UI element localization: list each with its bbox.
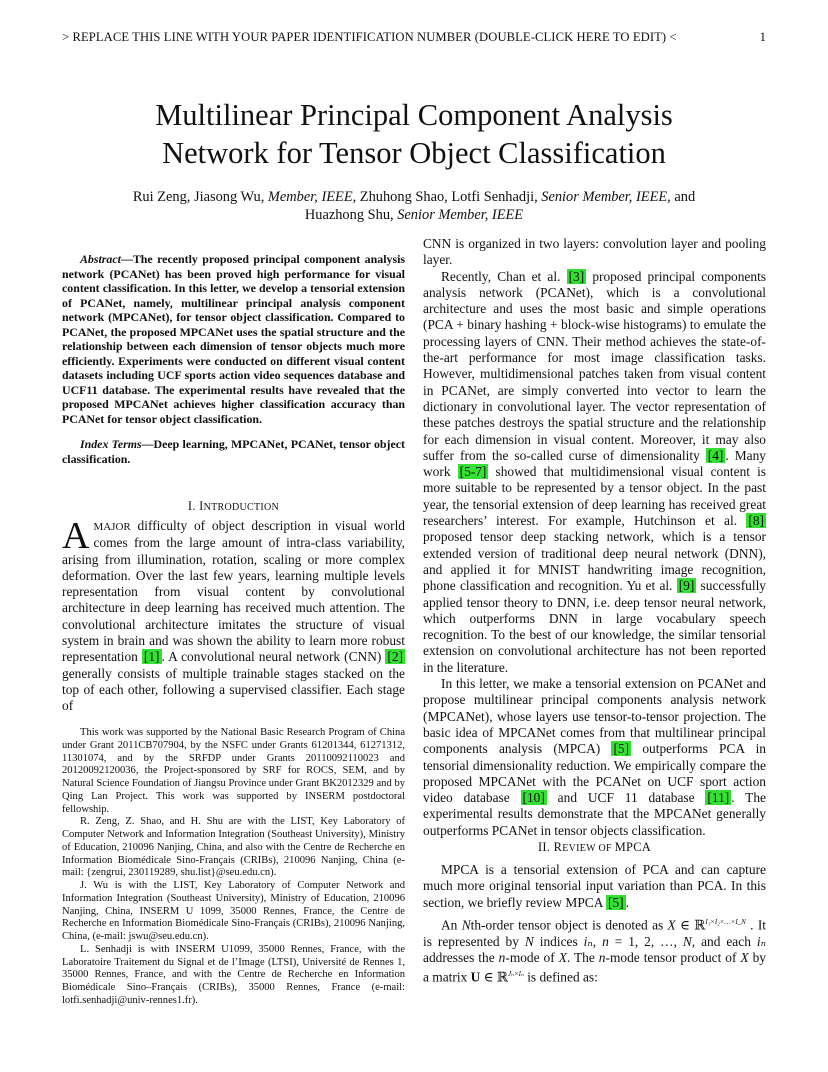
authors-text: , Zhuhong Shao, Lotfi Senhadji, [352, 189, 542, 205]
text-run: showed that multidimensional visual content is more suitable to be represented by a tensor object. In the past year, the tensorial extension of deep learning has received great researchers’ interest. For example, Hutchinson et al. [423, 464, 767, 529]
paragraph [423, 862, 766, 911]
text-run: . [625, 894, 629, 910]
math-superscript: I₁×I₂×…×I_N [705, 917, 746, 926]
index-terms [62, 437, 405, 466]
mpca-text [423, 862, 766, 986]
math-symbol: X [667, 917, 676, 933]
text-run: th-order tensor object is denoted as [470, 917, 668, 933]
citation-link[interactable]: [10] [522, 790, 545, 806]
intro-paragraph [62, 515, 405, 715]
math-symbol: X [740, 949, 749, 965]
text-run: . The [566, 949, 599, 965]
paragraph: CNN is organized in two layers: convolution layer and pooling layer. [423, 236, 766, 268]
dropcap: A [62, 515, 90, 557]
footnotes [62, 727, 405, 1008]
math-symbol: ∈ ℝ [675, 917, 706, 933]
math-symbol: n [598, 949, 606, 965]
header-text: > REPLACE THIS LINE WITH YOUR PAPER IDENTIFICATION NUMBER (DOUBLE-CLICK HERE TO EDIT) < [62, 30, 677, 44]
citation-link[interactable]: [1] [143, 649, 160, 665]
text-run: , [592, 933, 603, 949]
footnote-affiliation: L. Senhadji is with INSERM U1099, 35000 Rennes, France, with the Laboratoire Traitement du Signal et de l’Image (LTSI), Université de Rennes 1, 35000 Rennes, France, and with the Centre de Recherche en Information Biomédicale Sino–Français (CRIBs), 35000 Rennes, France (e-mail: lotfi.senhadji@univ-rennes1.fr). [62, 943, 405, 1006]
text-run: by a matrix [423, 949, 767, 985]
citation-link[interactable]: [5] [607, 894, 624, 910]
paragraph [423, 676, 766, 839]
text-run: An [441, 917, 462, 933]
authors-text: Rui Zeng, Jiasong Wu, [132, 189, 268, 205]
math-symbol: iₙ [756, 933, 766, 949]
text-run: and UCF 11 database [546, 790, 706, 806]
paper-title [0, 96, 828, 172]
math-symbol: N [682, 933, 692, 949]
footnote-funding: This work was supported by the National Basic Research Program of China under Grant 2011CB707904, by the NSFC under Grants 61201344, 61271312, 11301074, and by the SRFDP under Grants 20110092110023 and 20120092120036, the Project-sponsored by SRF for ROCS, SEM, and by Natural Science Foundation of Jiangsu Province under Grant BK2012329 and by Qing Lan Project. This work was supported by INSERM postdoctoral fellowship. [62, 727, 405, 815]
citation-link[interactable]: [5] [613, 741, 630, 757]
text-run: is defined as: [523, 969, 598, 985]
footnote-affiliation: J. Wu is with the LIST, Key Laboratory of Computer Network and Information Integration (Southeast University), Ministry of Education, 210096 Nanjing, China, INSERM U 1099, 35000 Rennes, France, the Centre de Recherche en Information Biomédicale Sino-Français (CRIBs), 210096 Nanjing, China, (e-mail: jswu@seu.edu.cn). [62, 880, 405, 942]
abstract-text: —The recently proposed principal component analysis network (PCANet) has been proved high performance for visual content classification. In this letter, we develop a tensorial extension of PCANet, namely, multilinear principal analysis component network (MPCANet), for tensor object classification. Compared to PCANet, the proposed MPCANet uses the spatial structure and the relationship between each dimension of tensor objects much more efficiently. Experiments were conducted on different visual content datasets including UCF sports action video sequences database and UCF11 database. The experimental results have revealed that the proposed MPCANet achieves higher classification accuracy than PCANet for tensor object classification. [62, 252, 405, 427]
citation-link[interactable]: [9] [678, 578, 695, 594]
math-symbol: ∈ ℝ [480, 969, 509, 985]
paragraph [423, 914, 766, 986]
text-run: Recently, Chan et al. [441, 268, 567, 284]
intro-text: difficulty of object description in visual world comes from the large amount of intra-class variability, arising from illumination, rotation, scaling or more complex deformation. Over the last few years, learning multiple levels representation from visual content by convolutional architecture in deep learning has received much attention. The convolutional architecture imitates the structure of visual system in brain and was shown the ability to learn more robust representation [62, 518, 405, 665]
author-role: Member, IEEE [267, 189, 353, 205]
text-run: successfully applied tensor theory to DNN, i.e. deep tensor neural network, which outperforms DNN in large vocabulary speech recognition. To the best of our knowledge, the similar tensorial extension on convolutional architecture has not been reported in the literature. [423, 578, 766, 675]
section-title-initial: I [199, 499, 204, 513]
math-symbol: N [524, 933, 534, 949]
index-terms-label: Index Terms [80, 437, 142, 451]
math-symbol: U [470, 969, 481, 985]
text-run: addresses the [423, 949, 499, 965]
math-symbol: N [461, 917, 471, 933]
math-superscript: Jₙ×Iₙ [508, 970, 524, 979]
right-column-text [423, 236, 766, 839]
text-run: . It is represented by [423, 917, 766, 949]
intro-lead: MAJOR [93, 521, 131, 533]
citation-link[interactable]: [4] [707, 447, 724, 463]
section-title-tail: MPCA [614, 840, 652, 854]
abstract [62, 252, 405, 427]
section-heading-review-of-mpca [423, 840, 766, 855]
math-symbol: iₙ [583, 933, 593, 949]
authors-text: , and [667, 189, 696, 205]
text-run: = 1, 2, …, [608, 933, 683, 949]
author-role: Senior Member, IEEE [541, 189, 668, 205]
section-title-rest: NTRODUCTION [203, 502, 280, 513]
text-run: In this letter, we make a tensorial extension on PCANet and propose multilinear principal components analysis network (MPCANet), whose layers use tensor-to-tensor projection. The basic idea of MPCANet comes from that multilinear principal components analysis (MPCA) [423, 676, 766, 757]
text-run: outperforms PCA in tensorial dimensionality reduction. We empirically compare the proposed MPCANet with the PCANet on UCF sport action video database [423, 741, 766, 806]
section-title-initial: R [553, 840, 563, 854]
page-number: 1 [759, 30, 766, 44]
text-run: , and each [691, 933, 757, 949]
citation-link[interactable]: [3] [568, 268, 585, 284]
math-symbol: n [498, 949, 506, 965]
text-run: -mode of [505, 949, 559, 965]
text-run: . Many work [423, 447, 767, 480]
section-title-rest: EVIEW OF [562, 843, 615, 854]
citation-link[interactable]: [2] [387, 649, 403, 665]
section-numeral: II. [537, 840, 554, 854]
text-run: MPCA is a tensorial extension of PCA and can capture much more original tensorial input variation than PCA. In this section, we briefly review MPCA [423, 862, 766, 910]
text-run: proposed tensor deep stacking network, which is a tensor extended version of traditional deep neural network (DNN), and applied it for MNIST handwriting image recognition, phone classification and recognition. Yu et al. [423, 529, 766, 594]
footnote-affiliation: R. Zeng, Z. Shao, and H. Shu are with the LIST, Key Laboratory of Computer Network and Information Integration (Southeast University), Ministry of Education, 210096 Nanjing, China, and also with the Centre de Recherche en Information Biomédicale Sino-Français (CRIBs), 210096 Nanjing, China (e-mail: {zengrui, 230119289, shu.list}@seu.edu.cn). [62, 816, 405, 879]
page-header [62, 30, 766, 45]
text-run: proposed principal components analysis network (PCANet), which is a convolutional architecture and uses the most basic and simple operations (PCA + binary hashing + block-wise histograms) to emulate the processing layers of CNN. Their method achieves the state-of-the-art performance for most image classification tasks. However, multidimensional patches taken from visual content in PCANet, are simply converted into vector to learn the dictionary in convolutional layer. The vector representation of these patches destroys the spatial structure and the relationship for each dimension in visual content. Moreover, it may also suffer from the so-called curse of dimensionality [423, 268, 766, 463]
text-run: -mode tensor product of [605, 949, 741, 965]
title-line-2: Network for Tensor Object Classification [162, 136, 666, 170]
abstract-label: Abstract [80, 252, 121, 266]
text-run: indices [533, 933, 584, 949]
citation-link[interactable]: [5-7] [459, 464, 487, 480]
citation-link[interactable]: [11] [707, 790, 730, 806]
citation-link[interactable]: [8] [748, 513, 764, 529]
math-symbol: X [558, 949, 567, 965]
authors-text: Huazhong Shu, [304, 207, 398, 223]
index-terms-text: —Deep learning, MPCANet, PCANet, tensor object classification. [62, 437, 405, 466]
author-role: Senior Member, IEEE [397, 207, 524, 223]
intro-text: generally consists of multiple trainable stages stacked on the top of each other, following a supervised classifier. Each stage of [62, 665, 405, 714]
section-heading-introduction [62, 499, 405, 514]
intro-text: . A convolutional neural network (CNN) [161, 649, 386, 665]
title-line-1: Multilinear Principal Component Analysis [155, 98, 673, 132]
text-run: . The experimental results demonstrate that the MPCANet generally outperforms PCANet in tensor objects classification. [423, 790, 766, 838]
author-list [0, 188, 828, 224]
math-symbol: n [602, 933, 609, 949]
paragraph [423, 269, 766, 676]
section-numeral: I. [187, 499, 200, 513]
